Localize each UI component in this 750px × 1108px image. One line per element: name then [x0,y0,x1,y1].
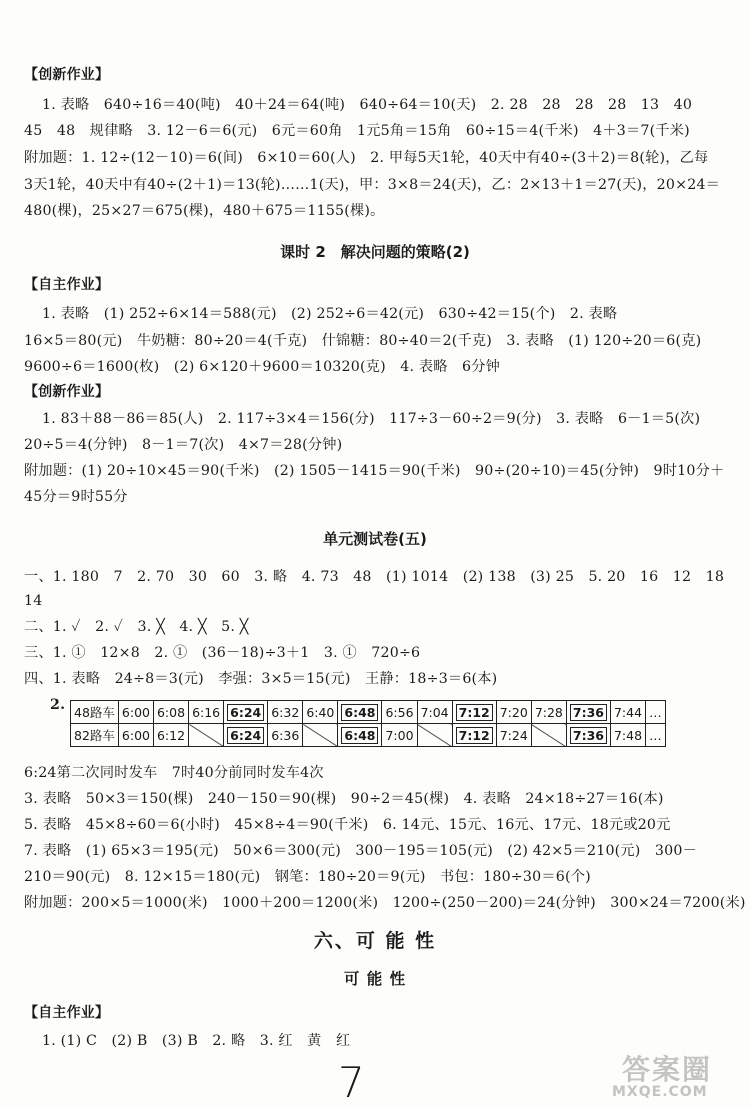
table-cell: … [646,724,666,747]
table-cell [338,701,382,724]
answer-line: 20÷5＝4(分钟) 8－1＝7(次) 4×7＝28(分钟) [24,437,343,453]
answer-line: 四、1. 表略 24÷8＝3(元) 李强：3×5＝15(元) 王静：18÷3＝6(本) [24,671,498,687]
boxed-time: 6:24 [227,727,264,744]
answer-line: 二、1. ✓ 2. ✓ 3. ╳ 4. ╳ 5. ╳ [24,619,249,635]
answer-line: 6:24第二次同时发车 7时40分前同时发车4次 [24,765,324,781]
table-cell: 7:00 [382,724,417,747]
empty-slashed-cell [417,724,452,747]
table-cell: 7:48 [610,724,645,747]
empty-slashed-cell [531,724,566,747]
row-label: 48路车 [71,701,119,724]
answer-line: 3天1轮，40天中有40÷(2＋1)＝13(轮)……1(天)，甲：3×8＝24(天)，乙：2×13＋1＝27(天)，20×24＝ [24,177,721,193]
chapter-title: 六、可 能 性 [313,930,437,952]
lesson-title: 可 能 性 [343,970,407,988]
answer-line: 45分＝9时55分 [24,489,128,505]
table-cell [224,701,268,724]
table-cell: 7:24 [496,724,531,747]
answer-line: 14 [24,593,43,609]
answer-line: 1. 表略 (1) 252÷6×14＝588(元) (2) 252÷6＝42(元) 630÷42＝15(个) 2. 表略 [42,306,618,322]
table-cell: 6:32 [268,701,303,724]
table-cell: 6:40 [303,701,338,724]
answer-line: 45 48 规律略 3. 12－6＝6(元) 6元＝60角 1元5角＝15角 60÷15＝4(千米) 4＋3＝7(千米) [24,123,690,139]
table-cell [452,724,496,747]
watermark-text: 答案圈 [622,1053,713,1086]
table-cell [224,724,268,747]
section-heading-self-study: 【自主作业】 [24,277,110,293]
table-row [71,724,666,747]
answer-line: 三、1. ① 12×8 2. ① (36－18)÷3＋1 3. ① 720÷6 [24,645,421,661]
table-cell: 7:44 [610,701,645,724]
answer-line: 附加题：1. 12÷(12－10)＝6(间) 6×10＝60(人) 2. 甲每5天1轮，40天中有40÷(3＋2)＝8(轮)，乙每 [24,150,709,166]
boxed-time: 6:48 [341,727,378,744]
answer-line: 3. 表略 50×3＝150(棵) 240－150＝90(棵) 90÷2＝45(棵) 4. 表略 24×18÷27＝16(本) [24,791,664,807]
table-cell: 6:00 [118,701,153,724]
answer-line: 7. 表略 (1) 65×3＝195(元) 50×6＝300(元) 300－195＝105(元) (2) 42×5＝210(元) 300－ [24,843,697,859]
page-number: 7 [338,1058,365,1107]
boxed-time: 7:36 [570,727,607,744]
answer-line: 附加题：200×5＝1000(米) 1000＋200＝1200(米) 1200÷(250－200)＝24(分钟) 300×24＝7200(米) [24,895,746,911]
answer-line: 1. 83＋88－86＝85(人) 2. 117÷3×4＝156(分) 117÷3－60÷2＝9(分) 3. 表略 6－1＝5(次) [42,411,701,427]
section-heading-innovation: 【创新作业】 [24,384,110,400]
answer-line: 210＝90(元) 8. 12×15＝180(元) 钢笔：180÷20＝9(元) 书包：180÷30＝6(个) [24,869,591,885]
boxed-time: 6:24 [227,704,264,721]
table-cell: 7:04 [417,701,452,724]
table-cell: 6:16 [189,701,224,724]
lesson-title: 课时 2 解决问题的策略(2) [280,243,470,261]
table-cell: 6:12 [153,724,188,747]
answer-line: 一、1. 180 7 2. 70 30 60 3. 略 4. 73 48 (1) 1014 (2) 138 (3) 25 5. 20 16 12 18 [24,569,725,585]
answer-line: 16×5＝80(元) 牛奶糖：80÷20＝4(千克) 什锦糖：80÷40＝2(千克) 3. 表略 (1) 120÷20＝6(克) [24,333,702,349]
table-cell: 6:56 [382,701,417,724]
watermark-url: MXQE.COM [612,1084,708,1100]
boxed-time: 6:48 [341,704,378,721]
boxed-time: 7:36 [570,704,607,721]
row-label: 82路车 [71,724,119,747]
table-cell: 6:00 [118,724,153,747]
table-cell: 7:28 [531,701,566,724]
table-cell [566,701,610,724]
question-number: 2. [50,697,66,713]
table-cell: 7:20 [496,701,531,724]
answer-line: 480(棵)，25×27＝675(棵)，480＋675＝1155(棵)。 [24,203,385,219]
table-cell [566,724,610,747]
answer-line: 9600÷6＝1600(枚) (2) 6×120＋9600＝10320(克) 4. 表略 6分钟 [24,359,501,375]
answer-line: 1. (1) C (2) B (3) B 2. 略 3. 红 黄 红 [42,1033,351,1049]
section-heading-self-study: 【自主作业】 [24,1005,110,1021]
bus-schedule-table [70,700,666,747]
empty-slashed-cell [189,724,224,747]
table-cell [452,701,496,724]
table-cell: 6:36 [268,724,303,747]
empty-slashed-cell [303,724,338,747]
answer-line: 5. 表略 45×8÷60＝6(小时) 45×8÷4＝90(千米) 6. 14元、15元、16元、17元、18元或20元 [24,817,671,833]
boxed-time: 7:12 [456,727,493,744]
table-row [71,701,666,724]
watermark-logo [612,1048,748,1104]
table-cell: 6:08 [153,701,188,724]
unit-test-title: 单元测试卷(五) [323,530,427,548]
table-cell [338,724,382,747]
answer-line: 1. 表略 640÷16＝40(吨) 40＋24＝64(吨) 640÷64＝10(天) 2. 28 28 28 28 13 40 [42,97,693,113]
section-heading-innovation: 【创新作业】 [24,67,110,83]
answer-line: 附加题：(1) 20÷10×45＝90(千米) (2) 1505－1415＝90(千米) 90÷(20÷10)＝45(分钟) 9时10分＋ [24,463,725,479]
table-cell: … [646,701,666,724]
boxed-time: 7:12 [456,704,493,721]
